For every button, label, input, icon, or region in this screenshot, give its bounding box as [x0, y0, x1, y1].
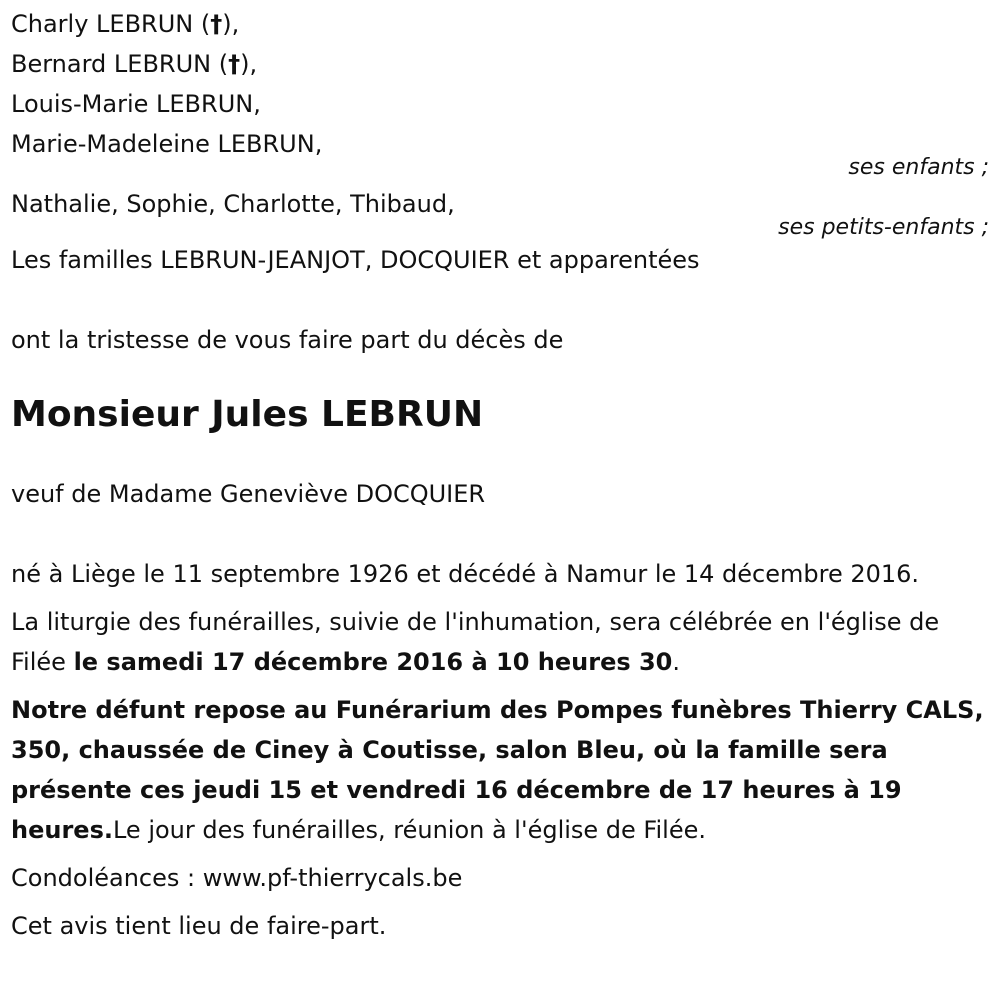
funerarium-text: [11, 690, 991, 850]
child-name-3: Louis-Marie LEBRUN,: [11, 90, 261, 118]
child-name-text: Charly LEBRUN (: [11, 10, 211, 38]
cross-icon: †: [228, 50, 241, 78]
announcement-text: ont la tristesse de vous faire part du décès de: [11, 326, 564, 354]
liturgy-text: [11, 602, 991, 682]
obituary-notice: [11, 4, 991, 946]
widow-of-text: veuf de Madame Geneviève DOCQUIER: [11, 480, 486, 508]
liturgy-date: le samedi 17 décembre 2016 à 10 heures 30: [73, 648, 673, 676]
cross-icon: †: [210, 10, 223, 38]
closing-text: Cet avis tient lieu de faire-part.: [11, 912, 387, 940]
families-line: Les familles LEBRUN-JEANJOT, DOCQUIER et apparentées: [11, 246, 700, 274]
grandchildren-role: ses petits-enfants ;: [778, 215, 989, 240]
child-name-text: Bernard LEBRUN (: [11, 50, 229, 78]
child-name-suffix: ),: [222, 10, 240, 38]
birth-death-text: né à Liège le 11 septembre 1926 et décédé à Namur le 14 décembre 2016.: [11, 560, 920, 588]
liturgy-description: La liturgie des funérailles, suivie de l'inhumation, sera célébrée en l'église de Filée: [11, 608, 940, 676]
child-name-4: Marie-Madeleine LEBRUN,: [11, 130, 323, 158]
child-name-1: [11, 4, 991, 44]
deceased-name: Monsieur Jules LEBRUN: [11, 394, 484, 435]
child-name-suffix: ),: [240, 50, 258, 78]
condolences-text: Condoléances : www.pf-thierrycals.be: [11, 864, 463, 892]
grandchildren-names: Nathalie, Sophie, Charlotte, Thibaud,: [11, 190, 455, 218]
funerarium-details: Notre défunt repose au Funérarium des Pompes funèbres Thierry CALS, 350, chaussée de Ciney à Coutisse, salon Bleu, où la famille sera présente ces jeudi 15 et vendredi 16 décembre de 17 heures à 19 heures.: [11, 696, 984, 844]
children-role: ses enfants ;: [848, 155, 989, 180]
liturgy-end: .: [672, 648, 681, 676]
child-name-2: [11, 44, 991, 84]
reunion-text: Le jour des funérailles, réunion à l'église de Filée.: [112, 816, 706, 844]
